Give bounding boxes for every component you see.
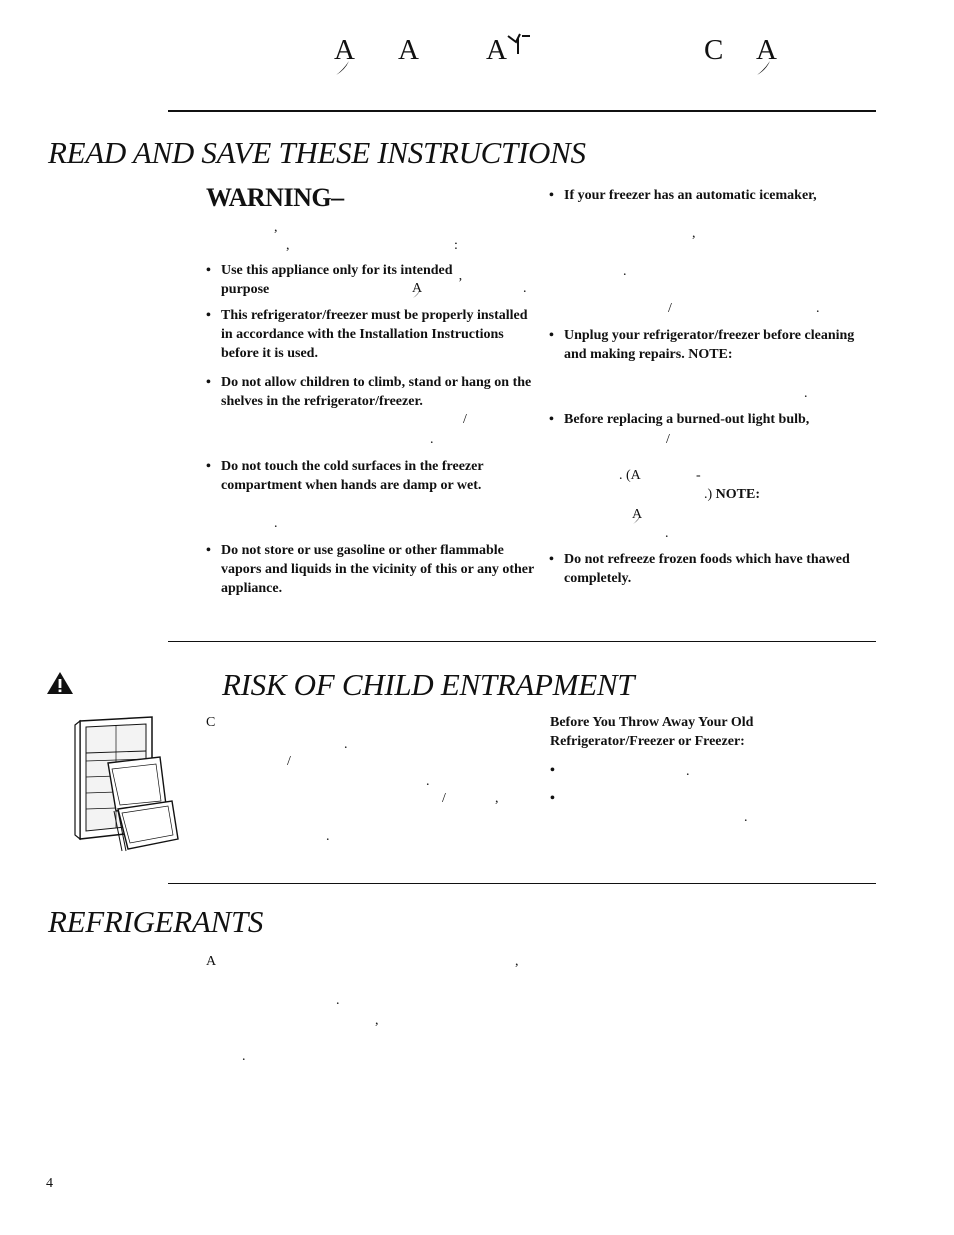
entrapment-right-heading: Before You Throw Away Your Old bbox=[550, 715, 754, 730]
text-fragment bbox=[704, 485, 760, 504]
text-fragment: , bbox=[495, 791, 499, 806]
list-item: • Do not allow children to climb, stand or hang on the shelves in the refrigerator/freezer. bbox=[206, 373, 541, 411]
text-fragment: A bbox=[206, 954, 217, 969]
text-fragment: . bbox=[744, 810, 748, 825]
section-rule bbox=[168, 883, 876, 884]
text-fragment: .) bbox=[704, 487, 713, 502]
list-item: • Before replacing a burned-out light bulb, bbox=[549, 410, 874, 429]
list-item: • Do not touch the cold surfaces in the freezer compartment when hands are damp or wet. bbox=[206, 457, 541, 495]
text-fragment: / bbox=[287, 754, 291, 769]
text-fragment: , bbox=[274, 220, 278, 235]
text-fragment: / bbox=[463, 412, 467, 427]
text-fragment: . bbox=[816, 301, 820, 316]
header-fragment: A bbox=[334, 34, 355, 66]
text-fragment: . (A bbox=[619, 468, 641, 483]
entrapment-right-heading: Refrigerator/Freezer or Freezer: bbox=[550, 734, 745, 749]
text-fragment: A bbox=[632, 507, 643, 522]
section-title-refrigerants: REFRIGERANTS bbox=[48, 904, 264, 939]
text-fragment: / bbox=[668, 301, 672, 316]
page-number: 4 bbox=[46, 1176, 53, 1191]
warning-heading: WARNING– bbox=[206, 183, 344, 212]
text-fragment: . bbox=[523, 281, 527, 296]
decorative-mark-icon bbox=[411, 288, 423, 300]
header-rule bbox=[168, 110, 876, 112]
text-fragment: . bbox=[242, 1049, 246, 1064]
section-rule bbox=[168, 641, 876, 642]
text-fragment: . bbox=[686, 764, 690, 779]
decorative-mark-icon bbox=[631, 514, 643, 526]
list-item: • This refrigerator/freezer must be properly installed in accordance with the Installation Instructions before it is used. bbox=[206, 306, 541, 363]
bullet-text: purpose bbox=[221, 282, 270, 297]
text-fragment: , bbox=[286, 238, 290, 253]
text-fragment: / bbox=[442, 791, 446, 806]
text-fragment: . bbox=[426, 774, 430, 789]
bullet-marker: • bbox=[550, 763, 555, 778]
text-fragment: A bbox=[412, 281, 423, 296]
bullet-text: • Use this appliance only for its intended bbox=[221, 263, 453, 278]
list-item: • Do not refreeze frozen foods which have thawed completely. bbox=[549, 550, 874, 588]
text-fragment: . bbox=[623, 264, 627, 279]
text-fragment: , bbox=[692, 226, 696, 241]
decorative-mark-icon bbox=[333, 58, 353, 78]
text-fragment: . bbox=[430, 432, 434, 447]
text-fragment: ’ bbox=[458, 276, 463, 291]
text-fragment: . bbox=[336, 993, 340, 1008]
header-fragment: C bbox=[704, 34, 724, 66]
text-fragment: . bbox=[344, 737, 348, 752]
list-item bbox=[206, 261, 541, 299]
text-fragment: , bbox=[375, 1013, 379, 1028]
section-title-instructions: READ AND SAVE THESE INSTRUCTIONS bbox=[48, 135, 586, 170]
header-fragment: A bbox=[398, 34, 419, 66]
list-item: • If your freezer has an automatic icemaker, bbox=[549, 186, 874, 205]
bullet-marker: • bbox=[550, 791, 555, 806]
header-fragment: A bbox=[756, 34, 777, 66]
warning-triangle-icon bbox=[45, 670, 75, 696]
decorative-mark-icon bbox=[506, 32, 532, 56]
section-title-entrapment: RISK OF CHILD ENTRAPMENT bbox=[222, 667, 635, 702]
text-fragment: , bbox=[515, 954, 519, 969]
refrigerator-open-door-icon bbox=[70, 713, 182, 855]
text-fragment: . bbox=[665, 526, 669, 541]
text-fragment: . bbox=[274, 516, 278, 531]
text-fragment: : bbox=[454, 238, 458, 253]
text-fragment: . bbox=[804, 386, 808, 401]
text-fragment: / bbox=[666, 432, 670, 447]
note-label: NOTE: bbox=[715, 487, 761, 502]
text-fragment: . bbox=[326, 829, 330, 844]
text-fragment: C bbox=[206, 715, 216, 730]
header-fragment: A bbox=[486, 34, 507, 66]
list-item: • Unplug your refrigerator/freezer before cleaning and making repairs. NOTE: bbox=[549, 326, 874, 364]
list-item: • Do not store or use gasoline or other flammable vapors and liquids in the vicinity of this or any other appliance. bbox=[206, 541, 541, 598]
text-fragment: - bbox=[696, 468, 701, 483]
decorative-mark-icon bbox=[754, 58, 774, 78]
